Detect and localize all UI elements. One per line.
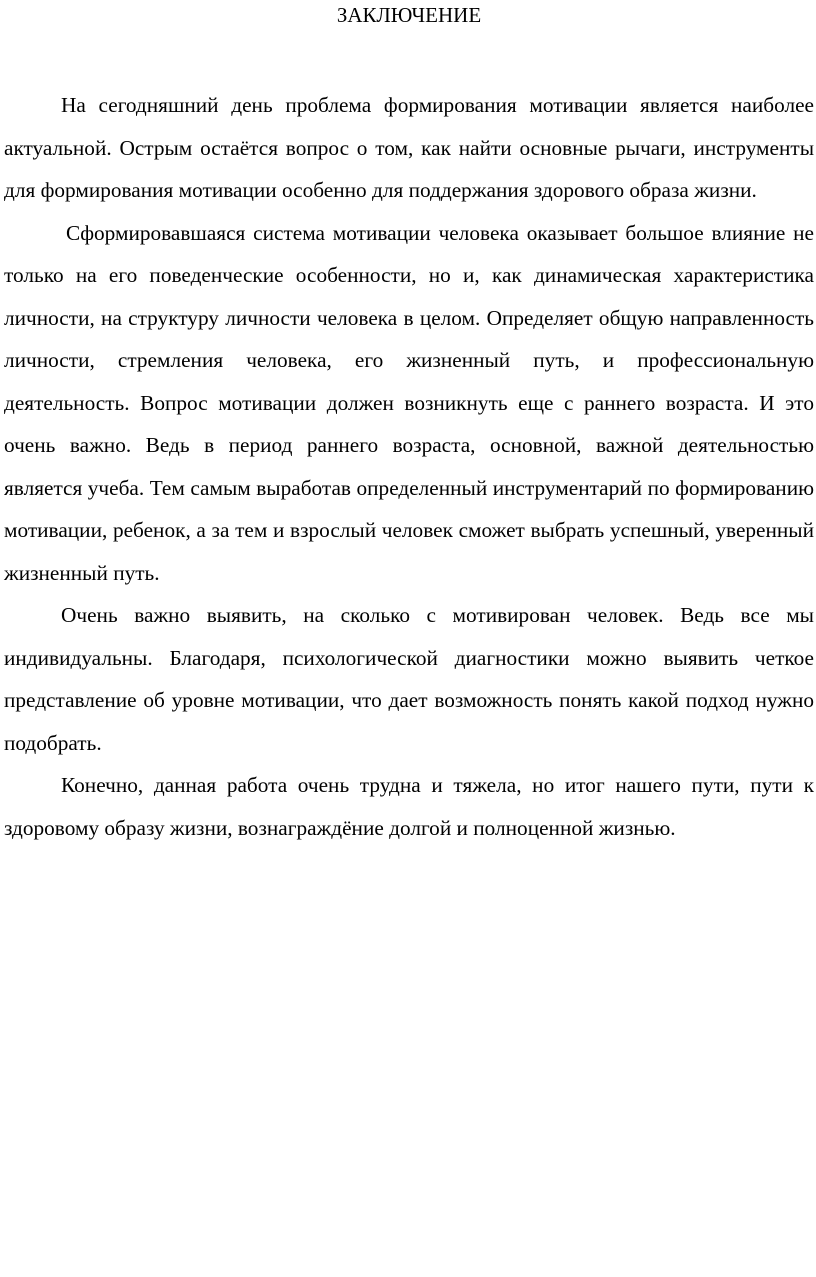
paragraph-1: На сегодняшний день проблема формирования мотивации является наиболее актуальной. Острым остаётся вопрос о том, как найти основные рычаги, инструменты для формирования мотивации особенно для поддержания здорового образа жизни. (4, 93, 814, 202)
paragraph-2: Сформировавшаяся система мотивации человека оказывает большое влияние не только на его поведенческие особенности, но и, как динамическая характеристика личности, на структуру личности человека в целом. Определяет общую направленность личности, стремления человека, его жизненный путь, и профессиональную деятельность. Вопрос мотивации должен возникнуть еще с раннего возраста. И это очень важно. Ведь в период раннего возраста, основной, важной деятельностью является учеба. Тем самым выработав определенный инструментарий по формированию мотивации, ребенок, а за тем и взрослый человек сможет выбрать успешный, уверенный жизненный путь. (4, 220, 814, 585)
document-title: ЗАКЛЮЧЕНИЕ (336, 3, 482, 27)
document-body (4, 84, 814, 849)
paragraph-4: Конечно, данная работа очень трудна и тяжела, но итог нашего пути, пути к здоровому образу жизни, вознаграждёние долгой и полноценной жизнью. (4, 773, 814, 840)
paragraph-3: Очень важно выявить, на сколько с мотивирован человек. Ведь все мы индивидуальны. Благодаря, психологической диагностики можно выявить четкое представление об уровне мотивации, что дает возможность понять какой подход нужно подобрать. (4, 603, 814, 755)
